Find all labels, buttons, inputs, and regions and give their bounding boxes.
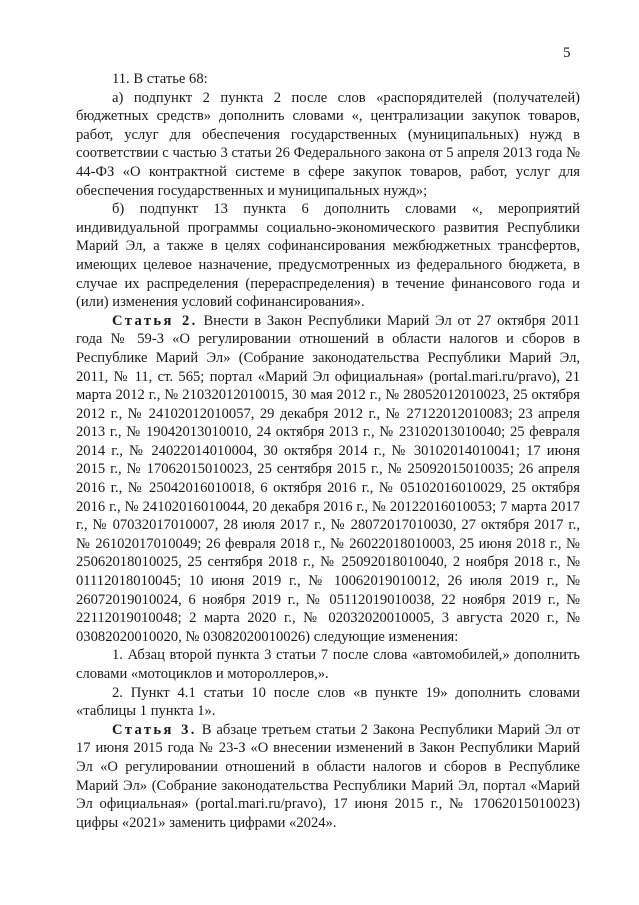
paragraph-text: Внести в Закон Республики Марий Эл от 27 октября 2011 года № 59-З «О регулировании отношений в области налогов и сборов в Республике Марий Эл» (Собрание законодательства Республики Марий Эл, 2011, № 11, ст. 565; портал «Марий Эл официальная» (portal.mari.ru/pravo), 21 марта 2012 г., № 21032012010015, 30 мая 2012 г., № 28052012010023, 25 октября 2012 г., № 24102012010057, 29 декабря 2012 г., № 27122012010083; 23 апреля 2013 г., № 19042013010010, 24 октября 2013 г., № 23102013010040; 25 февраля 2014 г., № 24022014010004, 30 октября 2014 г., № 30102014010041; 17 июня 2015 г., № 17062015010023, 25 сентября 2015 г., № 25092015010035; 26 апреля 2016 г., № 25042016010018, 6 октября 2016 г., № 05102016010029, 25 октября 2016 г., № 24102016010044, 20 декабря 2016 г., № 20122016010053; 7 марта 2017 г., № 07032017010007, 28 июля 2017 г., № 28072017010030, 27 октября 2017 г., № 26102017010049; 26 февраля 2018 г., № 26022018010003, 25 июня 2018 г., № 25062018010025, 25 сентября 2018 г., № 25092018010040, 2 ноября 2018 г., № 01112018010045; 10 июня 2019 г., № 10062019010012, 26 июля 2019 г., № 26072019010024, 6 ноября 2019 г., № 05112019010038, 22 ноября 2019 г., № 22112019010048; 2 марта 2020 г., № 02032020010005, 3 августа 2020 г., № 03082020010020, № 03082020010026) следующие изменения: <box>76 312 581 645</box>
page-number: 5 <box>563 45 571 61</box>
document-body <box>76 70 580 832</box>
paragraph-change-1 <box>76 646 580 683</box>
paragraph-text: 2. Пункт 4.1 статьи 10 после слов «в пункте 19» дополнить словами «таблицы 1 пункта 1». <box>76 684 580 720</box>
paragraph-text: 11. В статье 68: <box>112 71 208 87</box>
paragraph-text: В абзаце третьем статьи 2 Закона Республики Марий Эл от 17 июня 2015 года № 23-З «О внесении изменений в Закон Республики Марий Эл «О регулировании отношений в области налогов и сборов в Республике Марий Эл» (Собрание законодательства Республики Марий Эл, портал «Марий Эл официальная» (portal.mari.ru/pravo), 17 июня 2015 г., № 17062015010023) цифры «2021» заменить цифрами «2024». <box>76 721 580 831</box>
article-heading: Статья 3. <box>112 721 197 738</box>
paragraph-article-3 <box>76 721 580 833</box>
paragraph-article-2 <box>76 312 580 647</box>
paragraph-text: 1. Абзац второй пункта 3 статьи 7 после слова «автомобилей,» дополнить словами «мотоциклов и мотороллеров,». <box>76 647 580 682</box>
paragraph-text: а) подпункт 2 пункта 2 после слов «распорядителей (получателей) бюджетных средств» дополнить словами «, централизации закупок товаров, работ, услуг для обеспечения государственных (муниципальных) нужд в соответствии с частью 3 статьи 26 Федерального закона от 5 апреля 2013 года № 44-ФЗ «О контрактной системе в сфере закупок товаров, работ, услуг для обеспечения государственных и муниципальных нужд»; <box>76 89 580 199</box>
article-heading: Статья 2. <box>112 312 198 329</box>
paragraph-subitem-b <box>76 200 580 312</box>
paragraph-text: б) подпункт 13 пункта 6 дополнить словами «, мероприятий индивидуальной программы социально-экономического развития Республики Марий Эл, а также в целях софинансирования межбюджетных трансфертов, имеющих целевое назначение, предусмотренных из федерального бюджета, в случае их распределения (перераспределения) в течение финансового года и (или) изменения условий софинансирования». <box>76 201 580 311</box>
paragraph-change-2 <box>76 684 580 721</box>
paragraph-subitem-a <box>76 89 580 201</box>
paragraph-item-11 <box>76 70 580 89</box>
